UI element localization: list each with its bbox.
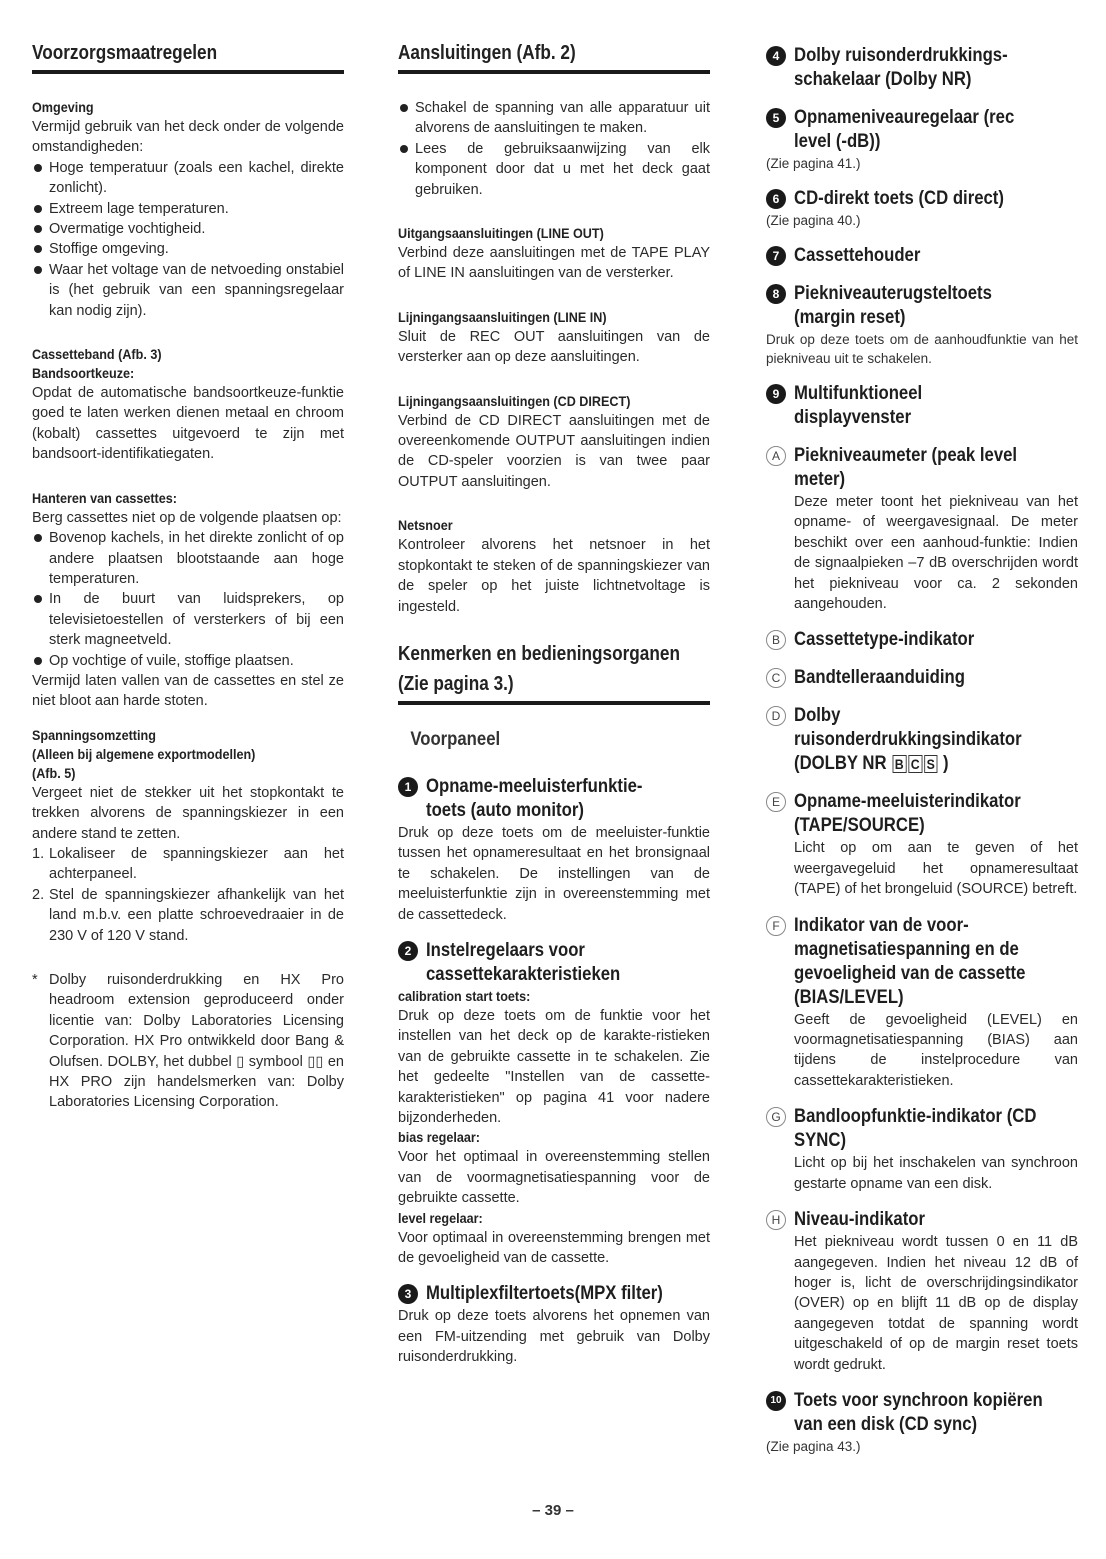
list-item: Waar het voltage van de netvoeding onstabiel is (het gebruik van een spanningsregelaar kan nodig zijn).: [32, 260, 344, 321]
item-7: 7 Cassettehouder: [766, 244, 1078, 268]
letter-badge: D: [766, 706, 786, 726]
item-2-text2: Voor het optimaal in overeenstemming stellen van de voormagnetisatiespanning voor de gebruikte cassette.: [398, 1149, 710, 1207]
number-badge: 5: [766, 108, 786, 128]
list-item: Hoge temperatuur (zoals een kachel, direkte zonlicht).: [32, 158, 344, 199]
item-6: 6 CD-direkt toets (CD direct): [766, 187, 1078, 211]
item-2-sub1: calibration start toets:: [398, 987, 531, 1004]
letter-badge: E: [766, 792, 786, 812]
item-6-note: (Zie pagina 40.): [766, 213, 861, 228]
display-b: B Cassettetype-indikator: [766, 628, 1078, 652]
footnote: [32, 970, 344, 1113]
display-a-text: Deze meter toont het piekniveau van het opname- of weergavesignaal. De meter beschikt over een aanhoud-funktie: Indien de signaalpieken –7 dB overschrijden wordt het piekniveau voor ca. 2 sekonden aangehouden.: [794, 494, 1078, 613]
item-8: 8 Piekniveauterugsteltoets (margin reset): [766, 282, 1078, 330]
display-h-text: Het piekniveau wordt tussen 0 en 11 dB aangegeven. Indien het niveau 12 dB of hoger is, licht de overschrijdingsindikator (OVER) op en blijft 11 dB op de display aangegeven totdat de spanning wordt uitgeschakeld of op de margin reset toets wordt gedrukt.: [794, 1234, 1078, 1373]
list-item: Schakel de spanning van alle apparatuur uit alvorens de aansluitingen te maken.: [398, 98, 710, 139]
heading-line-in: Lijningangsaansluitingen (LINE IN): [398, 308, 607, 325]
heading-spanning-2: (Alleen bij algemene exportmodellen): [32, 745, 256, 762]
item-4: 4 Dolby ruisonderdrukkings- schakelaar (Dolby NR): [766, 44, 1078, 92]
item-5-note: (Zie pagina 41.): [766, 156, 861, 171]
number-badge: 6: [766, 189, 786, 209]
cd-direct-text: Verbind de CD DIRECT aansluitingen met de overeenkomende OUTPUT aansluitingen indien de CD-speler voorzien is van twee paar OUTPUT aansluitingen.: [398, 412, 710, 490]
omgeving-list: [32, 158, 344, 321]
aansluitingen-list: [398, 98, 710, 200]
number-badge: 1: [398, 777, 418, 797]
line-in-text: Sluit de REC OUT aansluitingen van de versterker aan op deze aansluitingen.: [398, 328, 710, 366]
voorpaneel-heading: Voorpaneel: [410, 728, 501, 750]
display-h: H Niveau-indikator: [766, 1208, 1078, 1232]
item-2-sub2: bias regelaar:: [398, 1129, 480, 1146]
box-c: C: [908, 755, 922, 773]
number-badge: 2: [398, 941, 418, 961]
hanteren-list: [32, 528, 344, 671]
letter-badge: A: [766, 446, 786, 466]
item-2-sub3: level regelaar:: [398, 1209, 483, 1226]
section-title-aansluitingen: Aansluitingen (Afb. 2): [398, 42, 576, 64]
number-badge: 10: [766, 1391, 786, 1411]
display-e-text: Licht op om aan te geven of het weergavegeluid het opnameresultaat (TAPE) of het brongeluid (SOURCE) betreft.: [794, 840, 1078, 898]
letter-badge: C: [766, 668, 786, 688]
item-1: 1 Opname-meeluisterfunktie- toets (auto monitor): [398, 775, 710, 823]
page-number: – 39 –: [532, 1502, 574, 1519]
number-badge: 3: [398, 1284, 418, 1304]
heading-hanteren: Hanteren van cassettes:: [32, 489, 177, 506]
heading-cassetteband: Cassetteband (Afb. 3): [32, 346, 162, 363]
item-2-text3: Voor optimaal in overeenstemming brengen met de gevoeligheid van de cassette.: [398, 1229, 710, 1266]
number-badge: 8: [766, 284, 786, 304]
item-10: 10 Toets voor synchroon kopiëren van een disk (CD sync): [766, 1389, 1078, 1437]
item-10-note: (Zie pagina 43.): [766, 1438, 861, 1454]
item-9: 9 Multifunktioneel displayvenster: [766, 382, 1078, 430]
box-s: S: [924, 755, 938, 773]
heading-spanning: Spanningsomzetting: [32, 726, 156, 743]
heading-cd-direct: Lijningangsaansluitingen (CD DIRECT): [398, 392, 631, 409]
list-item: In de buurt van luidsprekers, op televisietoestellen of versterkers of bij een sterk magneetveld.: [32, 589, 344, 650]
display-f: F Indikator van de voor- magnetisatiespanning en de gevoeligheid van de cassette (BIAS/LEVEL): [766, 914, 1078, 1010]
list-item: 1. Lokaliseer de spanningskiezer aan het achterpaneel.: [32, 845, 344, 883]
list-item: 2. Stel de spanningskiezer afhankelijk van het land m.b.v. een platte schroevedraaier in de 230 V of 120 V stand.: [32, 886, 344, 944]
display-g: G Bandloopfunktie-indikator (CD SYNC): [766, 1105, 1078, 1153]
heading-line-out: Uitgangsaansluitingen (LINE OUT): [398, 225, 604, 242]
item-5: 5 Opnameniveauregelaar (rec level (-dB)): [766, 106, 1078, 154]
number-badge: 4: [766, 46, 786, 66]
list-item: Op vochtige of vuile, stoffige plaatsen.: [32, 651, 344, 671]
footnote-text: Dolby ruisonderdrukking en HX Pro headroom extension geproduceerd onder licentie van: Dolby Laboratories Licensing Corporation. HX Pro ontwikkeld door Bang & Olufsen. DOLBY, het dubbel ▯ symbool ▯▯ en HX PRO zijn handelsmerken van: Dolby Laboratories Licensing Corporation.: [49, 972, 344, 1111]
letter-badge: B: [766, 630, 786, 650]
line-out-text: Verbind deze aansluitingen met de TAPE PLAY of LINE IN aansluitingen van de versterker.: [398, 245, 710, 282]
item-3: 3 Multiplexfiltertoets(MPX filter): [398, 1282, 710, 1306]
section-title-kenmerken-2: (Zie pagina 3.): [398, 672, 514, 695]
display-a: A Piekniveaumeter (peak level meter): [766, 444, 1078, 492]
list-item: Extreem lage temperaturen.: [32, 199, 344, 219]
display-g-text: Licht op bij het inschakelen van synchroon gestarte opname van een disk.: [794, 1155, 1078, 1192]
column-right: [766, 44, 1078, 1456]
heading-omgeving: Omgeving: [32, 99, 94, 115]
omgeving-intro: Vermijd gebruik van het deck onder de volgende omstandigheden:: [32, 119, 344, 156]
item-2: 2 Instelregelaars voor cassettekarakteristieken: [398, 939, 710, 987]
hanteren-outro: Vermijd laten vallen van de cassettes en stel ze niet bloot aan harde stoten.: [32, 672, 344, 710]
item-8-text: Druk op deze toets om de aanhoudfunktie van het piekniveau uit te schakelen.: [766, 332, 1078, 366]
list-item: Lees de gebruiksaanwijzing van elk komponent door dat u met het deck gaat gebruiken.: [398, 139, 710, 200]
list-item: Stoffige omgeving.: [32, 239, 344, 259]
letter-badge: G: [766, 1107, 786, 1127]
hanteren-intro: Berg cassettes niet op de volgende plaatsen op:: [32, 509, 342, 526]
item-2-text1: Druk op deze toets om de funktie voor het instellen van het deck op de karakte-ristieken van de gebruikte cassette in te schakelen. Zie het gedeelte "Instellen van de cassette-karakteristieken" op pagina 41 voor nadere bijzonderheden.: [398, 1007, 710, 1126]
spanning-intro: Vergeet niet de stekker uit het stopkontakt te trekken alvorens de spanningskiezer in een andere stand te zetten.: [32, 784, 344, 842]
subheading-bandsoortkeuze: Bandsoortkeuze:: [32, 365, 135, 382]
list-item: Overmatige vochtigheid.: [32, 219, 344, 239]
display-c: C Bandtelleraanduiding: [766, 666, 1078, 690]
section-title-kenmerken: Kenmerken en bedieningsorganen: [398, 642, 680, 665]
section-title-voorzorg: Voorzorgsmaatregelen: [32, 42, 218, 64]
display-e: E Opname-meeluisterindikator (TAPE/SOURCE): [766, 790, 1078, 838]
list-item: Bovenop kachels, in het direkte zonlicht of op andere plaatsen blootstaande aan hoge temperaturen.: [32, 528, 344, 589]
footnote-star: *: [32, 972, 38, 988]
display-f-text: Geeft de gevoeligheid (LEVEL) en voormagnetisatiespanning (BIAS) aan tijdens de instelprocedure van cassettekarakteristieken.: [794, 1011, 1078, 1089]
heading-spanning-3: (Afb. 5): [32, 764, 76, 781]
column-middle: [398, 40, 710, 1368]
number-badge: 9: [766, 384, 786, 404]
netsnoer-text: Kontroleer alvorens het netsnoer in het stopkontakt te steken of de spanningskiezer van de speler op het juiste lichtnetvoltage is ingesteld.: [398, 537, 710, 615]
cassetteband-text: Opdat de automatische bandsoortkeuze-funktie goed te laten werken dienen metaal en chroom (kobalt) cassettes uitgevoerd te zijn met bandsoort-identifikatiegaten.: [32, 385, 344, 463]
letter-badge: F: [766, 916, 786, 936]
item-1-text: Druk op deze toets om de meeluister-funktie tussen het opnameresultaat en het bronsignaal te schakelen. De instellingen van de meeluisterfunktie zijn in overeenstemming met de cassettedeck.: [398, 824, 710, 923]
spanning-steps: [32, 844, 344, 946]
box-b: B: [892, 755, 906, 773]
display-d: D Dolby ruisonderdrukkingsindikator (DOLBY NR B C S ): [766, 704, 1078, 776]
column-left: [32, 40, 344, 1113]
item-3-text: Druk op deze toets alvorens het opnemen van een FM-uitzending met gebruik van Dolby ruisonderdrukking.: [398, 1308, 710, 1366]
heading-netsnoer: Netsnoer: [398, 517, 453, 534]
number-badge: 7: [766, 246, 786, 266]
letter-badge: H: [766, 1210, 786, 1230]
